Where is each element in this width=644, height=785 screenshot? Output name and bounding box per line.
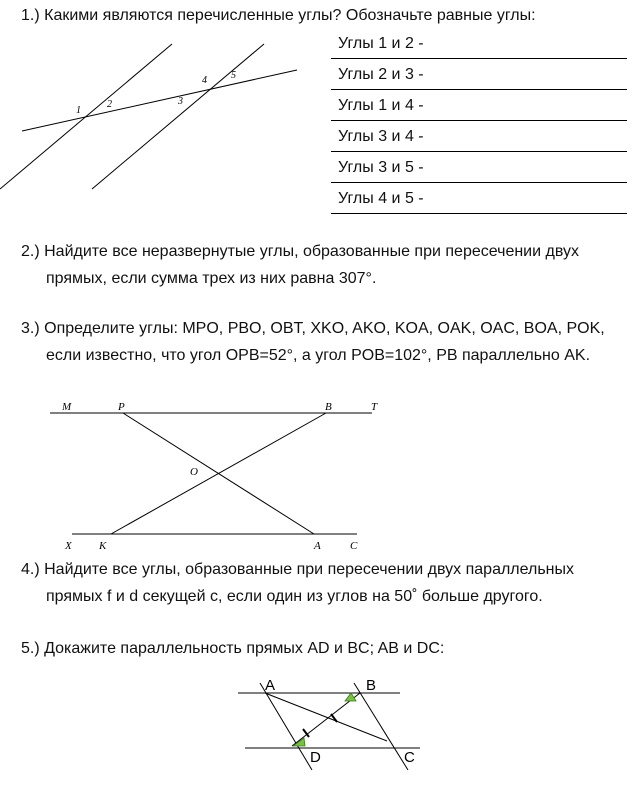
task-5-text: 5.) Докажите параллельность прямых AD и BC; AB и DC: xyxy=(21,640,445,657)
point-label-B: B xyxy=(325,401,332,413)
point-label-X: X xyxy=(65,540,72,552)
task-3-line-2: если известно, что угол OPB=52°, а угол POB=102°, PB параллельно AK. xyxy=(46,347,591,364)
angle-label-2: 2 xyxy=(107,99,112,110)
line-AD xyxy=(260,683,312,770)
task-3-line-1: 3.) Определите углы: MPO, PBO, OBT, XKO, AKO, KOA, OAK, OAC, BOA, POK, xyxy=(21,320,605,337)
angle-row: Углы 2 и 3 - xyxy=(331,61,627,90)
point-label-O: O xyxy=(190,466,198,478)
angle-label-4: 4 xyxy=(202,75,207,86)
tick-mark-upper xyxy=(331,714,337,722)
task-4-line-2: прямых f и d секущей с, если один из углов на 50˚ больше другого. xyxy=(46,588,543,605)
angle-label-1: 1 xyxy=(76,105,81,116)
task-2-line-2: прямых, если сумма трех из них равна 307°. xyxy=(46,270,377,287)
point-label-T: T xyxy=(371,401,378,413)
task-1-text: 1.) Какими являются перечисленные углы? Обозначьте равные углы: xyxy=(21,7,536,24)
angle-label-3: 3 xyxy=(178,96,183,107)
angle-row: Углы 3 и 4 - xyxy=(331,123,627,152)
angle-row: Углы 1 и 4 - xyxy=(331,92,627,121)
point-label-C: C xyxy=(350,540,358,552)
task-4-line-1: 4.) Найдите все углы, образованные при пересечении двух параллельных xyxy=(21,561,575,578)
angle-label-5: 5 xyxy=(231,70,236,81)
point-label-C5: C xyxy=(404,749,415,766)
angle-answer-table xyxy=(331,30,627,216)
angle-row: Углы 4 и 5 - xyxy=(331,185,627,214)
point-label-A: A xyxy=(314,540,321,552)
task-2-line-1: 2.) Найдите все неразвернутые углы, образованные при пересечении двух xyxy=(21,243,579,260)
left-parallel-line xyxy=(0,44,172,189)
point-label-A5: A xyxy=(265,677,276,694)
point-label-M: M xyxy=(62,401,72,413)
line-BC xyxy=(354,683,408,770)
right-parallel-line xyxy=(92,44,264,189)
point-label-D5: D xyxy=(310,749,321,766)
figure-5-quadrilateral xyxy=(230,673,430,783)
figure-1-intersecting-lines xyxy=(0,40,310,210)
figure-3-parallel-lines xyxy=(45,388,385,558)
segment-BK xyxy=(111,413,326,534)
angle-row: Углы 1 и 2 - xyxy=(331,30,627,59)
diagonal-AC xyxy=(265,693,387,741)
angle-row: Углы 3 и 5 - xyxy=(331,154,627,183)
point-label-K: K xyxy=(99,540,107,552)
transversal-line xyxy=(22,70,297,131)
point-label-P: P xyxy=(118,401,125,413)
point-label-B5: B xyxy=(366,677,377,694)
